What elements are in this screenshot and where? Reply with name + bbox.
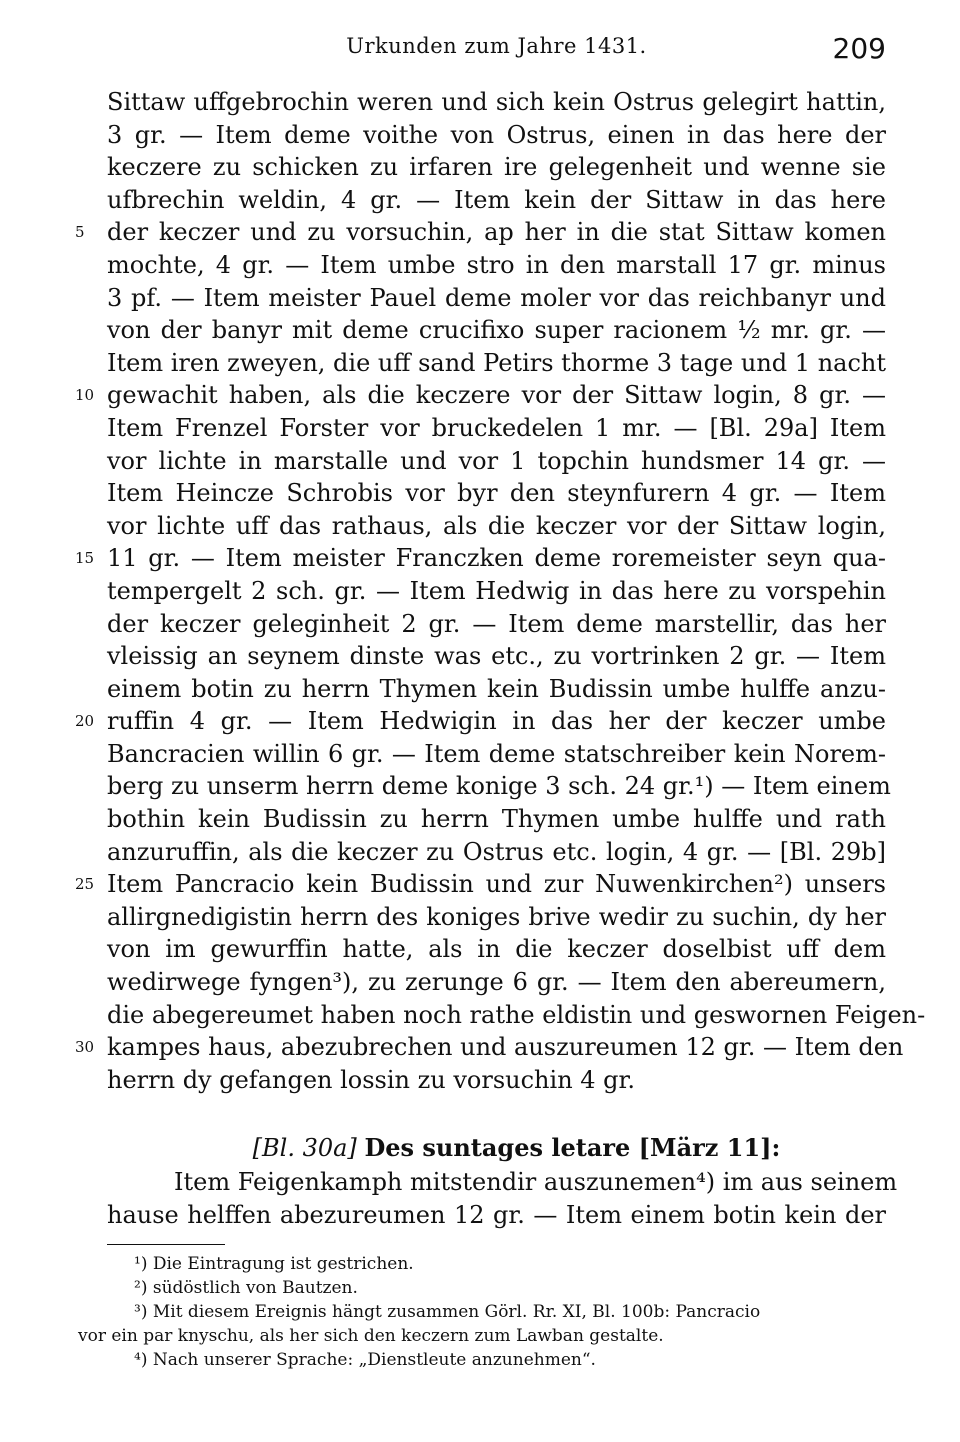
text-line xyxy=(107,640,886,673)
line-number: 5 xyxy=(75,223,85,242)
footnote: ¹) Die Eintragung ist gestrichen. xyxy=(134,1254,414,1274)
line-text: Item Heincze Schrobis vor byr den steynfurern 4 gr. — Item xyxy=(107,479,886,508)
footnotes xyxy=(78,1252,886,1372)
text-line xyxy=(107,770,891,803)
text-line xyxy=(107,803,886,836)
text-line xyxy=(107,901,886,934)
line-text: ufbrechin weldin, 4 gr. — Item kein der Sittaw in das here xyxy=(107,185,886,214)
text-line xyxy=(107,86,886,119)
text-line xyxy=(107,966,886,999)
line-text: herrn dy gefangen lossin zu vorsuchin 4 gr. xyxy=(107,1065,635,1094)
line-text: die abegereumet haben noch rathe eldistin und geswornen Feigen- xyxy=(107,1000,926,1029)
main-text xyxy=(75,86,926,1232)
text-line: hause helffen abezureumen 12 gr. — Item einem botin kein der xyxy=(107,1201,886,1229)
text-line xyxy=(107,412,886,445)
text-line xyxy=(107,445,886,478)
line-text: keczere zu schicken zu irfaren ire gelegenheit und wenne sie xyxy=(107,153,886,182)
text-line xyxy=(75,216,886,249)
page-number: 209 xyxy=(832,32,886,65)
text-line xyxy=(107,184,886,217)
text-line xyxy=(107,836,886,869)
line-text: 3 gr. — Item deme voithe von Ostrus, einen in das here der xyxy=(107,120,886,149)
section-heading xyxy=(107,1130,886,1166)
line-text: tempergelt 2 sch. gr. — Item Hedwig in das here zu vorspehin xyxy=(107,576,886,605)
line-text: Bancracien willin 6 gr. — Item deme statschreiber kein Norem- xyxy=(107,739,886,768)
text-line xyxy=(75,542,886,575)
footnote-rule xyxy=(107,1244,225,1245)
line-text: 11 gr. — Item meister Franczken deme roremeister seyn qua- xyxy=(107,544,886,573)
line-text: Item Frenzel Forster vor bruckedelen 1 mr. — [Bl. 29a] Item xyxy=(107,413,886,442)
line-text: berg zu unserm herrn deme konige 3 sch. 24 gr.¹) — Item einem xyxy=(107,772,891,801)
line-text: bothin kein Budissin zu herrn Thymen umbe hulffe und rath xyxy=(107,805,886,834)
line-text: 3 pf. — Item meister Pauel deme moler vor das reichbanyr und xyxy=(107,283,886,312)
text-line xyxy=(107,608,886,641)
text-line xyxy=(107,282,886,315)
text-line xyxy=(107,347,886,380)
text-line xyxy=(107,673,886,706)
text-line xyxy=(107,314,886,347)
text-line: Item Feigenkamph mitstendir auszunemen⁴) im aus seinem xyxy=(174,1168,898,1197)
running-head: Urkunden zum Jahre 1431. xyxy=(346,34,647,58)
line-text: vor lichte in marstalle und vor 1 topchin hundsmer 14 gr. — xyxy=(107,446,886,475)
text-line xyxy=(107,151,886,184)
text-line xyxy=(107,119,886,152)
line-text: Sittaw uffgebrochin weren und sich kein Ostrus gelegirt hattin, xyxy=(107,88,886,116)
text-line xyxy=(75,1031,904,1064)
text-line xyxy=(107,510,886,543)
line-text: von im gewurffin hatte, als in die keczer doselbist uff dem xyxy=(107,935,886,964)
line-text: allirgnedigistin herrn des koniges brive wedir zu suchin, dy her xyxy=(107,902,886,931)
text-line xyxy=(107,1064,886,1097)
line-number: 20 xyxy=(75,712,95,731)
line-text: ruffin 4 gr. — Item Hedwigin in das her der keczer umbe xyxy=(107,707,886,736)
line-text: von der banyr mit deme crucifixo super racionem ½ mr. gr. — xyxy=(107,316,886,345)
line-text: anzuruffin, als die keczer zu Ostrus etc. login, 4 gr. — [Bl. 29b] xyxy=(107,837,886,866)
line-text: Item iren zweyen, die uff sand Petirs thorme 3 tage und 1 nacht xyxy=(107,348,886,377)
folio-reference: [Bl. 30a] xyxy=(252,1134,357,1163)
text-line xyxy=(107,249,886,282)
footnote: ³) Mit diesem Ereignis hängt zusammen Görl. Rr. XI, Bl. 100b: Pancracio xyxy=(134,1302,761,1322)
text-line xyxy=(75,379,886,412)
line-text: einem botin zu herrn Thymen kein Budissin umbe hulffe anzu- xyxy=(107,674,886,703)
line-text: mochte, 4 gr. — Item umbe stro in den marstall 17 gr. minus xyxy=(107,250,886,279)
line-number: 25 xyxy=(75,875,95,894)
line-text: wedirwege fyngen³), zu zerunge 6 gr. — Item den abereumern, xyxy=(107,968,886,997)
page-header xyxy=(107,32,886,72)
text-line xyxy=(107,477,886,510)
line-text: vleissig an seynem dinste was etc., zu vortrinken 2 gr. — Item xyxy=(107,642,886,671)
footnote: ⁴) Nach unserer Sprache: „Dienstleute anzunehmen“. xyxy=(134,1350,596,1370)
footnote: ²) südöstlich von Bautzen. xyxy=(134,1278,358,1298)
line-number: 30 xyxy=(75,1038,95,1057)
line-text: Item Pancracio kein Budissin und zur Nuwenkirchen²) unsers xyxy=(107,870,886,899)
line-text: gewachit haben, als die keczere vor der Sittaw login, 8 gr. — xyxy=(107,381,886,410)
line-text: kampes haus, abezubrechen und auszureumen 12 gr. — Item den xyxy=(107,1033,904,1062)
text-line xyxy=(107,575,886,608)
line-text: der keczer geleginheit 2 gr. — Item deme marstellir, das her xyxy=(107,609,886,638)
text-line xyxy=(107,738,886,771)
line-text: vor lichte uff das rathaus, als die keczer vor der Sittaw login, xyxy=(107,511,886,540)
footnote-continuation: vor ein par knyschu, als her sich den keczern zum Lawban gestalte. xyxy=(78,1326,664,1346)
text-line xyxy=(75,868,886,901)
text-line xyxy=(107,999,926,1032)
line-number: 10 xyxy=(75,386,95,405)
text-line xyxy=(75,705,886,738)
line-text: der keczer und zu vorsuchin, ap her in die stat Sittaw komen xyxy=(107,218,886,247)
line-number: 15 xyxy=(75,549,95,568)
text-line xyxy=(107,933,886,966)
heading-title: Des suntages letare [März 11]: xyxy=(364,1133,781,1163)
